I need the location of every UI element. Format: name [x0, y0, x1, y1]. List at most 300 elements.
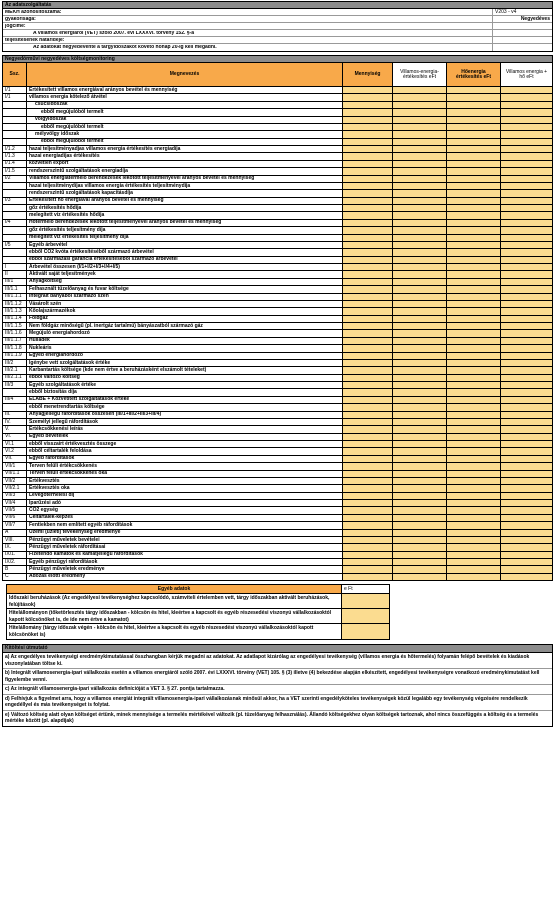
cell-mennyiseg[interactable] — [343, 242, 393, 248]
cell-mennyiseg[interactable] — [343, 330, 393, 336]
cell-mennyiseg[interactable] — [343, 345, 393, 351]
cell-mennyiseg[interactable] — [343, 493, 393, 499]
cell-mennyiseg[interactable] — [343, 124, 393, 130]
cell-villamos-ho[interactable] — [501, 522, 552, 528]
cell-hoenergia[interactable] — [447, 212, 501, 218]
cell-villamos[interactable] — [393, 257, 447, 263]
cell-villamos[interactable] — [393, 308, 447, 314]
cell-hoenergia[interactable] — [447, 382, 501, 388]
cell-villamos-ho[interactable] — [501, 264, 552, 270]
cell-hoenergia[interactable] — [447, 375, 501, 381]
cell-ssz: VII/5 — [3, 507, 27, 513]
cell-hoenergia[interactable] — [447, 102, 501, 108]
cell-mennyiseg[interactable] — [343, 198, 393, 204]
cell-megnevezes: melegített víz értékesítés teljesítmény díja — [27, 235, 343, 241]
cell-mennyiseg[interactable] — [343, 500, 393, 506]
cell-hoenergia[interactable] — [447, 271, 501, 277]
cell-hoenergia[interactable] — [447, 176, 501, 182]
cell-villamos-ho[interactable] — [501, 419, 552, 425]
cell-villamos[interactable] — [393, 205, 447, 211]
cell-villamos[interactable] — [393, 552, 447, 558]
header-villamos-ho: Villamos energia + hő eFt — [501, 63, 552, 86]
cell-villamos[interactable] — [393, 493, 447, 499]
cell-villamos[interactable] — [393, 168, 447, 174]
cell-villamos[interactable] — [393, 183, 447, 189]
cell-villamos[interactable] — [393, 448, 447, 454]
cell-villamos[interactable] — [393, 279, 447, 285]
cell-hoenergia[interactable] — [447, 360, 501, 366]
cell-mennyiseg[interactable] — [343, 537, 393, 543]
cell-villamos[interactable] — [393, 485, 447, 491]
cell-mennyiseg[interactable] — [343, 117, 393, 123]
cell-villamos[interactable] — [393, 235, 447, 241]
cell-hoenergia[interactable] — [447, 463, 501, 469]
cell-villamos-ho[interactable] — [501, 345, 552, 351]
cell-mennyiseg[interactable] — [343, 212, 393, 218]
cell-mennyiseg[interactable] — [343, 367, 393, 373]
cell-mennyiseg[interactable] — [343, 183, 393, 189]
cell-mennyiseg[interactable] — [343, 109, 393, 115]
cell-hoenergia[interactable] — [447, 198, 501, 204]
cell-hoenergia[interactable] — [447, 308, 501, 314]
cell-villamos[interactable] — [393, 471, 447, 477]
cell-villamos-ho[interactable] — [501, 249, 552, 255]
cell-mennyiseg[interactable] — [343, 249, 393, 255]
cell-villamos-ho[interactable] — [501, 294, 552, 300]
cell-villamos-ho[interactable] — [501, 242, 552, 248]
cell-villamos-ho[interactable] — [501, 566, 552, 572]
cell-mennyiseg[interactable] — [343, 94, 393, 100]
cell-villamos-ho[interactable] — [501, 124, 552, 130]
cell-villamos-ho[interactable] — [501, 493, 552, 499]
cell-hoenergia[interactable] — [447, 117, 501, 123]
cell-villamos[interactable] — [393, 161, 447, 167]
cell-villamos-ho[interactable] — [501, 131, 552, 137]
cell-mennyiseg[interactable] — [343, 131, 393, 137]
cell-mennyiseg[interactable] — [343, 190, 393, 196]
info-row — [3, 30, 552, 37]
cell-villamos[interactable] — [393, 382, 447, 388]
cell-villamos[interactable] — [393, 515, 447, 521]
cell-hoenergia[interactable] — [447, 426, 501, 432]
cell-villamos[interactable] — [393, 345, 447, 351]
cell-villamos[interactable] — [393, 146, 447, 152]
cell-hoenergia[interactable] — [447, 456, 501, 462]
cell-hoenergia[interactable] — [447, 559, 501, 565]
cell-villamos[interactable] — [393, 323, 447, 329]
cell-villamos-ho[interactable] — [501, 412, 552, 418]
cell-villamos-ho[interactable] — [501, 316, 552, 322]
cell-mennyiseg[interactable] — [343, 264, 393, 270]
cell-villamos-ho[interactable] — [501, 117, 552, 123]
cell-hoenergia[interactable] — [447, 412, 501, 418]
table-row — [2, 146, 553, 153]
cell-villamos-ho[interactable] — [501, 559, 552, 565]
cell-villamos[interactable] — [393, 109, 447, 115]
cell-mennyiseg[interactable] — [343, 485, 393, 491]
cell-villamos-ho[interactable] — [501, 434, 552, 440]
cell-villamos[interactable] — [393, 139, 447, 145]
cell-hoenergia[interactable] — [447, 286, 501, 292]
cell-villamos-ho[interactable] — [501, 323, 552, 329]
cell-villamos-ho[interactable] — [501, 176, 552, 182]
cell-villamos-ho[interactable] — [501, 271, 552, 277]
cell-hoenergia[interactable] — [447, 249, 501, 255]
cell-villamos[interactable] — [393, 375, 447, 381]
cell-hoenergia[interactable] — [447, 515, 501, 521]
cell-villamos[interactable] — [393, 190, 447, 196]
cell-mennyiseg[interactable] — [343, 559, 393, 565]
table-row — [2, 124, 553, 131]
cell-hoenergia[interactable] — [447, 205, 501, 211]
cell-hoenergia[interactable] — [447, 124, 501, 130]
cell-villamos-ho[interactable] — [501, 338, 552, 344]
cell-villamos[interactable] — [393, 242, 447, 248]
cell-megnevezes: ebből CO2 kvóta értékesítéséből származó árbevétel — [27, 249, 343, 255]
cell-ssz: I/2 — [3, 176, 27, 182]
cell-villamos-ho[interactable] — [501, 515, 552, 521]
cell-megnevezes: Adózás előtti eredmény — [27, 574, 343, 580]
cell-mennyiseg[interactable] — [343, 522, 393, 528]
cell-hoenergia[interactable] — [447, 493, 501, 499]
cell-hoenergia[interactable] — [447, 404, 501, 410]
cell-villamos-ho[interactable] — [501, 360, 552, 366]
cell-villamos-ho[interactable] — [501, 286, 552, 292]
cell-villamos[interactable] — [393, 419, 447, 425]
cell-villamos[interactable] — [393, 404, 447, 410]
cell-hoenergia[interactable] — [447, 353, 501, 359]
egyeb-value[interactable] — [342, 624, 389, 639]
cell-villamos-ho[interactable] — [501, 198, 552, 204]
table-row — [2, 301, 553, 308]
cell-villamos-ho[interactable] — [501, 448, 552, 454]
cell-villamos-ho[interactable] — [501, 227, 552, 233]
cell-megnevezes: Egyéb árbevétel — [27, 242, 343, 248]
cell-mennyiseg[interactable] — [343, 515, 393, 521]
cell-mennyiseg[interactable] — [343, 279, 393, 285]
cell-villamos[interactable] — [393, 87, 447, 93]
cell-mennyiseg[interactable] — [343, 360, 393, 366]
cell-megnevezes: ELÁBÉ + Közvetített szolgáltatások értéke — [27, 397, 343, 403]
cell-mennyiseg[interactable] — [343, 471, 393, 477]
cell-villamos[interactable] — [393, 500, 447, 506]
cell-mennyiseg[interactable] — [343, 146, 393, 152]
cell-villamos[interactable] — [393, 153, 447, 159]
cell-mennyiseg[interactable] — [343, 338, 393, 344]
cell-hoenergia[interactable] — [447, 301, 501, 307]
cell-mennyiseg[interactable] — [343, 382, 393, 388]
cell-mennyiseg[interactable] — [343, 426, 393, 432]
cell-villamos[interactable] — [393, 264, 447, 270]
cell-hoenergia[interactable] — [447, 161, 501, 167]
cell-hoenergia[interactable] — [447, 367, 501, 373]
cell-villamos[interactable] — [393, 353, 447, 359]
cell-mennyiseg[interactable] — [343, 434, 393, 440]
cell-hoenergia[interactable] — [447, 441, 501, 447]
cell-villamos-ho[interactable] — [501, 153, 552, 159]
table-row — [2, 264, 553, 271]
cell-villamos-ho[interactable] — [501, 257, 552, 263]
egyeb-value[interactable] — [342, 594, 389, 608]
cell-villamos[interactable] — [393, 94, 447, 100]
cell-ssz — [3, 227, 27, 233]
cell-hoenergia[interactable] — [447, 478, 501, 484]
cell-ssz: VI.1 — [3, 441, 27, 447]
cell-mennyiseg[interactable] — [343, 220, 393, 226]
cell-mennyiseg[interactable] — [343, 323, 393, 329]
cell-hoenergia[interactable] — [447, 389, 501, 395]
table-row — [2, 102, 553, 109]
cell-villamos-ho[interactable] — [501, 161, 552, 167]
cell-mennyiseg[interactable] — [343, 530, 393, 536]
cell-villamos[interactable] — [393, 389, 447, 395]
cell-mennyiseg[interactable] — [343, 301, 393, 307]
cell-villamos[interactable] — [393, 316, 447, 322]
cell-hoenergia[interactable] — [447, 485, 501, 491]
cell-villamos-ho[interactable] — [501, 94, 552, 100]
table-row — [2, 338, 553, 345]
cell-villamos[interactable] — [393, 249, 447, 255]
cell-hoenergia[interactable] — [447, 183, 501, 189]
cell-villamos-ho[interactable] — [501, 235, 552, 241]
cell-villamos[interactable] — [393, 212, 447, 218]
table-row — [2, 94, 553, 101]
cell-megnevezes: Földgáz — [27, 316, 343, 322]
cell-villamos-ho[interactable] — [501, 102, 552, 108]
cell-villamos-ho[interactable] — [501, 139, 552, 145]
cell-hoenergia[interactable] — [447, 507, 501, 513]
cell-villamos[interactable] — [393, 463, 447, 469]
cell-villamos[interactable] — [393, 102, 447, 108]
cell-hoenergia[interactable] — [447, 530, 501, 536]
cell-villamos[interactable] — [393, 456, 447, 462]
cell-villamos[interactable] — [393, 294, 447, 300]
cell-hoenergia[interactable] — [447, 87, 501, 93]
cell-villamos-ho[interactable] — [501, 330, 552, 336]
cell-hoenergia[interactable] — [447, 345, 501, 351]
cell-villamos[interactable] — [393, 566, 447, 572]
cell-hoenergia[interactable] — [447, 552, 501, 558]
cell-villamos-ho[interactable] — [501, 471, 552, 477]
cell-villamos[interactable] — [393, 522, 447, 528]
cell-mennyiseg[interactable] — [343, 316, 393, 322]
cell-mennyiseg[interactable] — [343, 102, 393, 108]
cell-hoenergia[interactable] — [447, 338, 501, 344]
cell-villamos[interactable] — [393, 330, 447, 336]
cell-mennyiseg[interactable] — [343, 353, 393, 359]
cell-hoenergia[interactable] — [447, 131, 501, 137]
cell-villamos-ho[interactable] — [501, 146, 552, 152]
cell-hoenergia[interactable] — [447, 500, 501, 506]
cell-mennyiseg[interactable] — [343, 286, 393, 292]
cell-hoenergia[interactable] — [447, 434, 501, 440]
cell-mennyiseg[interactable] — [343, 176, 393, 182]
cell-hoenergia[interactable] — [447, 323, 501, 329]
cell-hoenergia[interactable] — [447, 574, 501, 580]
cell-hoenergia[interactable] — [447, 566, 501, 572]
cell-hoenergia[interactable] — [447, 279, 501, 285]
cell-villamos[interactable] — [393, 301, 447, 307]
cell-villamos[interactable] — [393, 271, 447, 277]
cell-mennyiseg[interactable] — [343, 507, 393, 513]
cell-villamos-ho[interactable] — [501, 544, 552, 550]
cell-hoenergia[interactable] — [447, 330, 501, 336]
cell-mennyiseg[interactable] — [343, 456, 393, 462]
cell-villamos[interactable] — [393, 530, 447, 536]
cell-villamos-ho[interactable] — [501, 367, 552, 373]
cell-villamos-ho[interactable] — [501, 168, 552, 174]
cell-villamos[interactable] — [393, 220, 447, 226]
cell-villamos[interactable] — [393, 434, 447, 440]
cell-villamos-ho[interactable] — [501, 456, 552, 462]
cell-villamos[interactable] — [393, 426, 447, 432]
cell-villamos-ho[interactable] — [501, 500, 552, 506]
cell-villamos-ho[interactable] — [501, 375, 552, 381]
cell-mennyiseg[interactable] — [343, 271, 393, 277]
cell-villamos-ho[interactable] — [501, 404, 552, 410]
cell-hoenergia[interactable] — [447, 316, 501, 322]
cell-mennyiseg[interactable] — [343, 566, 393, 572]
cell-mennyiseg[interactable] — [343, 397, 393, 403]
cell-mennyiseg[interactable] — [343, 448, 393, 454]
cell-mennyiseg[interactable] — [343, 308, 393, 314]
cell-mennyiseg[interactable] — [343, 375, 393, 381]
table-row — [2, 566, 553, 573]
cell-mennyiseg[interactable] — [343, 544, 393, 550]
cell-villamos[interactable] — [393, 544, 447, 550]
cell-villamos[interactable] — [393, 338, 447, 344]
cell-hoenergia[interactable] — [447, 264, 501, 270]
cell-megnevezes: Felhasznált tüzelőanyag és fuvar költsége — [27, 286, 343, 292]
cell-mennyiseg[interactable] — [343, 463, 393, 469]
cell-mennyiseg[interactable] — [343, 168, 393, 174]
table-row — [2, 242, 553, 249]
cell-villamos[interactable] — [393, 227, 447, 233]
cell-mennyiseg[interactable] — [343, 294, 393, 300]
cell-hoenergia[interactable] — [447, 235, 501, 241]
cell-mennyiseg[interactable] — [343, 441, 393, 447]
cell-villamos[interactable] — [393, 198, 447, 204]
cell-megnevezes: Villamos energiatermelő berendezések lekötött teljesítményével arányos bevétel és mennyiség — [27, 176, 343, 182]
egyeb-value[interactable] — [342, 609, 389, 623]
cell-hoenergia[interactable] — [447, 168, 501, 174]
cell-hoenergia[interactable] — [447, 139, 501, 145]
cell-villamos[interactable] — [393, 559, 447, 565]
cell-villamos[interactable] — [393, 286, 447, 292]
cell-mennyiseg[interactable] — [343, 419, 393, 425]
cell-villamos[interactable] — [393, 117, 447, 123]
cell-villamos[interactable] — [393, 441, 447, 447]
cell-hoenergia[interactable] — [447, 537, 501, 543]
cell-hoenergia[interactable] — [447, 471, 501, 477]
cell-mennyiseg[interactable] — [343, 153, 393, 159]
cell-villamos-ho[interactable] — [501, 574, 552, 580]
cell-mennyiseg[interactable] — [343, 404, 393, 410]
cell-villamos-ho[interactable] — [501, 537, 552, 543]
cell-mennyiseg[interactable] — [343, 235, 393, 241]
cell-hoenergia[interactable] — [447, 153, 501, 159]
cell-villamos-ho[interactable] — [501, 463, 552, 469]
cell-mennyiseg[interactable] — [343, 139, 393, 145]
cell-hoenergia[interactable] — [447, 397, 501, 403]
cell-mennyiseg[interactable] — [343, 552, 393, 558]
cell-villamos[interactable] — [393, 537, 447, 543]
cell-mennyiseg[interactable] — [343, 574, 393, 580]
cell-hoenergia[interactable] — [447, 544, 501, 550]
cell-mennyiseg[interactable] — [343, 478, 393, 484]
cell-villamos-ho[interactable] — [501, 301, 552, 307]
cell-villamos-ho[interactable] — [501, 212, 552, 218]
cell-hoenergia[interactable] — [447, 294, 501, 300]
cell-mennyiseg[interactable] — [343, 227, 393, 233]
cell-villamos[interactable] — [393, 131, 447, 137]
cell-villamos-ho[interactable] — [501, 552, 552, 558]
cell-hoenergia[interactable] — [447, 242, 501, 248]
cell-villamos[interactable] — [393, 574, 447, 580]
cell-ssz: IX. — [3, 544, 27, 550]
cell-villamos-ho[interactable] — [501, 353, 552, 359]
cell-villamos-ho[interactable] — [501, 530, 552, 536]
cell-villamos-ho[interactable] — [501, 205, 552, 211]
cell-villamos-ho[interactable] — [501, 507, 552, 513]
cell-hoenergia[interactable] — [447, 448, 501, 454]
cell-villamos[interactable] — [393, 507, 447, 513]
cell-villamos-ho[interactable] — [501, 220, 552, 226]
cell-hoenergia[interactable] — [447, 227, 501, 233]
cell-mennyiseg[interactable] — [343, 87, 393, 93]
cell-hoenergia[interactable] — [447, 257, 501, 263]
cell-mennyiseg[interactable] — [343, 257, 393, 263]
cell-mennyiseg[interactable] — [343, 161, 393, 167]
cell-mennyiseg[interactable] — [343, 205, 393, 211]
cell-villamos-ho[interactable] — [501, 485, 552, 491]
cell-villamos[interactable] — [393, 367, 447, 373]
cell-megnevezes: Pénzügyi műveletek eredménye — [27, 566, 343, 572]
table-row — [2, 235, 553, 242]
cell-ssz: I/5 — [3, 242, 27, 248]
cell-hoenergia[interactable] — [447, 419, 501, 425]
cell-villamos-ho[interactable] — [501, 389, 552, 395]
cell-villamos-ho[interactable] — [501, 190, 552, 196]
cell-hoenergia[interactable] — [447, 94, 501, 100]
cell-villamos-ho[interactable] — [501, 308, 552, 314]
cell-mennyiseg[interactable] — [343, 412, 393, 418]
cell-villamos[interactable] — [393, 360, 447, 366]
cell-villamos-ho[interactable] — [501, 87, 552, 93]
cell-hoenergia[interactable] — [447, 220, 501, 226]
cell-villamos-ho[interactable] — [501, 109, 552, 115]
cell-mennyiseg[interactable] — [343, 389, 393, 395]
cell-megnevezes: Megújuló energiahordozó — [27, 330, 343, 336]
cell-hoenergia[interactable] — [447, 522, 501, 528]
cell-hoenergia[interactable] — [447, 109, 501, 115]
table-row — [2, 153, 553, 160]
cell-villamos-ho[interactable] — [501, 279, 552, 285]
cell-villamos[interactable] — [393, 397, 447, 403]
cell-villamos-ho[interactable] — [501, 397, 552, 403]
cell-villamos-ho[interactable] — [501, 478, 552, 484]
cell-villamos[interactable] — [393, 478, 447, 484]
cell-villamos-ho[interactable] — [501, 183, 552, 189]
cell-villamos-ho[interactable] — [501, 441, 552, 447]
cell-villamos[interactable] — [393, 412, 447, 418]
cell-villamos[interactable] — [393, 176, 447, 182]
cell-villamos-ho[interactable] — [501, 382, 552, 388]
cell-villamos-ho[interactable] — [501, 426, 552, 432]
cell-hoenergia[interactable] — [447, 190, 501, 196]
cell-hoenergia[interactable] — [447, 146, 501, 152]
cell-villamos[interactable] — [393, 124, 447, 130]
